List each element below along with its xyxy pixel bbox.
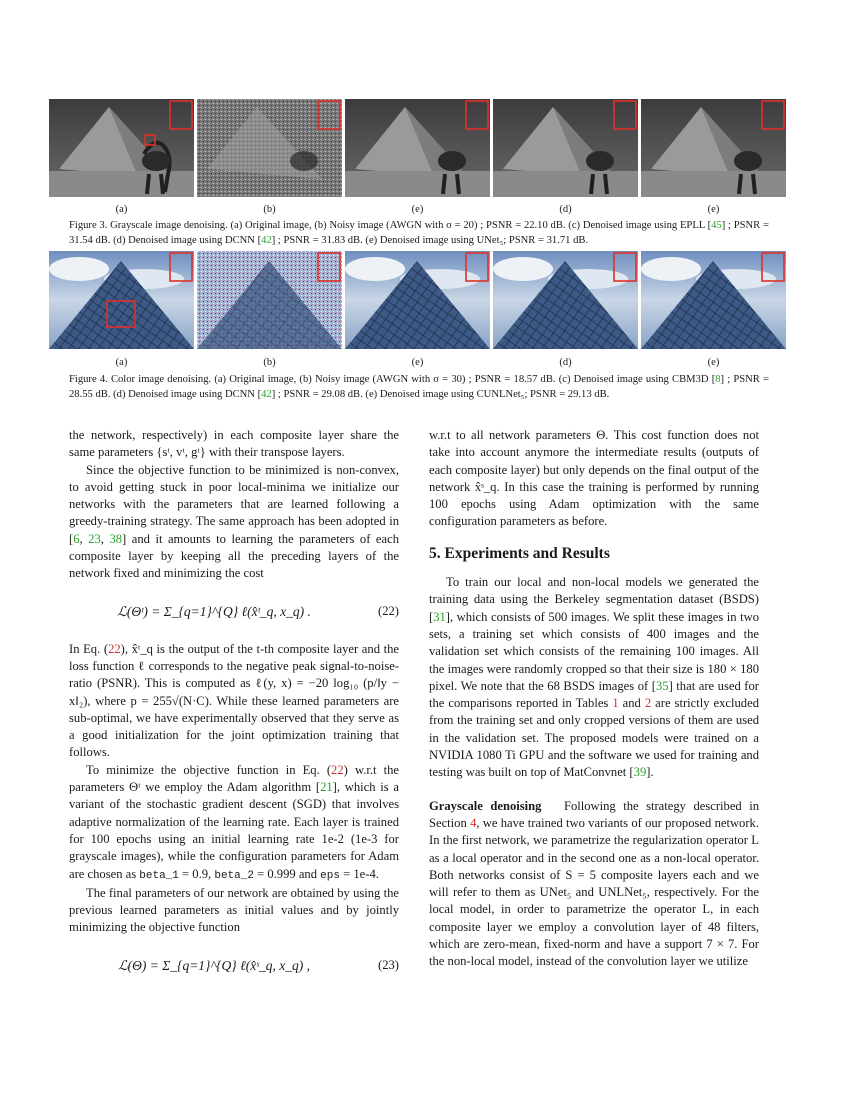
- text: ].: [646, 765, 654, 780]
- figure4-caption: [69, 372, 769, 402]
- paragraph: [429, 798, 759, 971]
- text: To minimize the objective function in Eq. (: [86, 762, 332, 777]
- figure3-label-a: (a): [115, 204, 128, 215]
- text: = 1e-4.: [339, 866, 379, 881]
- text: ,: [79, 531, 89, 546]
- equation-body: ℒ(Θ) = Σ_{q=1}^{Q} ℓ(x̂ˢ_q, x_q) ,: [117, 958, 311, 974]
- pyramid-camel-image: [49, 99, 194, 197]
- paragraph: The final parameters of our network are obtained by using the previous learned parameters as initial values and by jointly minimizing the objective function: [69, 885, 399, 935]
- section-title: 5. Experiments and Results: [429, 544, 610, 562]
- glass-pyramid-image: [197, 251, 342, 349]
- caption-text: Figure 4. Color image denoising. (a) Original image, (b) Noisy image (AWGN with σ = 30) ; PSNR = 18.57 dB. (c) Denoised image using CBM3D [: [69, 374, 716, 385]
- glass-pyramid-image: [49, 251, 194, 349]
- glass-pyramid-image: [493, 251, 638, 349]
- figure3-panel-e: [641, 99, 786, 197]
- equation-22: [69, 591, 399, 633]
- figure4-panel-d: [493, 251, 638, 349]
- figure3-label-b: (b): [263, 204, 276, 215]
- figure3-label-c: (e): [411, 204, 424, 215]
- text: ,: [100, 531, 110, 546]
- text: In Eq. (: [69, 641, 109, 656]
- caption-text: ] ; PSNR = 31.83 dB. (e) Denoised image using UNet₅; PSNR = 31.71 dB.: [271, 235, 589, 246]
- pyramid-camel-image: [493, 99, 638, 197]
- paragraph: [69, 462, 399, 583]
- equation-number: (22): [378, 604, 399, 619]
- citation-link[interactable]: 31: [433, 609, 446, 624]
- code-param: beta_1: [139, 869, 179, 882]
- pyramid-camel-image: [641, 99, 786, 197]
- citation-link[interactable]: 45: [711, 220, 722, 231]
- glass-pyramid-image: [345, 251, 490, 349]
- glass-pyramid-image: [641, 251, 786, 349]
- paragraph: [69, 762, 399, 885]
- figure4-label-c: (e): [411, 357, 424, 368]
- text: ] and it amounts to learning the parameters of each composite layer by keeping all the preceding layers of the network fixed and minimizing the cost: [69, 531, 399, 581]
- caption-text: ] ; PSNR = 28.55 dB. (d) Denoised image using DCNN [: [69, 374, 769, 400]
- citation-link[interactable]: 35: [655, 678, 669, 693]
- runin-heading: Grayscale denoising: [429, 798, 542, 813]
- figure3-panel-a: [49, 99, 194, 197]
- text: ), x̂ᵗ_q is the output of the t-th composite layer and the loss function ℓ corresponds to the negative peak signal-to-noise-ratio (PSNR). This is computed as ℓ(y, x) = −20 log₁₀ (p/‖y − x‖₂), where p = 255√(N·C). While these learned parameters are sub-optimal, we have experimentally observed that they serve as a good initialization for the joint optimization training that follows.: [69, 641, 399, 760]
- equation-body: ℒ(Θᵗ) = Σ_{q=1}^{Q} ℓ(x̂ᵗ_q, x_q) .: [117, 604, 311, 620]
- figure3-label-d: (d): [559, 204, 572, 215]
- citation-link[interactable]: 38: [109, 531, 123, 546]
- text: Following the strategy described in Section: [429, 798, 759, 830]
- citation-link[interactable]: 42: [261, 389, 272, 400]
- figure3-caption: [69, 218, 769, 248]
- citation-link[interactable]: 23: [88, 531, 101, 546]
- caption-text: Figure 3. Grayscale image denoising. (a) Original image, (b) Noisy image (AWGN with σ = 20) ; PSNR = 22.10 dB. (c) Denoised image using EPLL [: [69, 220, 712, 231]
- caption-text: ] ; PSNR = 29.08 dB. (e) Denoised image using CUNLNet₅; PSNR = 29.13 dB.: [271, 389, 610, 400]
- text: Since the objective function to be minimized is non-convex, to avoid getting stuck in poor local-minima we initialize our networks with the parameters that are learned following a greedy-training strategy. The same approach has been adopted in [: [69, 462, 399, 546]
- figure4-label-a: (a): [115, 357, 128, 368]
- citation-link[interactable]: 8: [715, 374, 721, 385]
- citation-link[interactable]: 21: [320, 780, 333, 795]
- figure3-label-e: (e): [707, 204, 720, 215]
- text: , we have trained two variants of our proposed network. In the first network, we parametrize the regularization operator L as a local operator and in the second one as a non-local operator. Both networks consist of S = 5 composite layers each and we will refer to them as UNet₅ and UNLNet₅, respectively. For the local model, in order to parametrize the operator L, in each composite layer we employ a convolution layer of 48 filters, which are zero-mean, fixed-norm and have a support 7 × 7. For the non-local model, instead of the convolution layer we utilize: [429, 815, 759, 969]
- text: = 0.999 and: [253, 866, 321, 881]
- text: ], which is a variant of the stochastic gradient descent (SGD) that involves adaptive normalization of the learning rate. Each layer is trained for 100 epochs using an initial learning rate 1e-2 (1e-3 for grayscale images), while the configuration parameters for Adam are chosen as: [69, 780, 400, 881]
- equation-link[interactable]: 22: [331, 762, 344, 777]
- table-link[interactable]: 2: [644, 696, 652, 711]
- figure3-panel-c: [345, 99, 490, 197]
- figure4-label-e: (e): [707, 357, 720, 368]
- right-column: [429, 427, 759, 971]
- citation-link[interactable]: 42: [261, 235, 272, 246]
- text: and: [618, 696, 645, 711]
- pyramid-camel-image: [345, 99, 490, 197]
- paragraph: the network, respectively) in each composite layer share the same parameters {sᵗ, vᵗ, gᵗ} with their transpose layers.: [69, 428, 399, 460]
- section-link[interactable]: 4: [470, 815, 477, 830]
- figure4-panel-c: [345, 251, 490, 349]
- text: ) w.r.t the parameters Θᵗ we employ the Adam algorithm [: [69, 762, 399, 795]
- figure4-panel-e: [641, 251, 786, 349]
- citation-link[interactable]: 6: [73, 531, 80, 546]
- figure4-label-d: (d): [559, 357, 572, 368]
- text: = 0.9,: [178, 866, 215, 881]
- paragraph: [429, 574, 759, 782]
- code-param: beta_2: [214, 869, 254, 882]
- equation-23: [69, 945, 399, 987]
- text: are strictly excluded from the training set and only cropped versions of them are used in the validation set. The proposed models were trained on a NVIDIA 1080 Ti GPU and the software we used for training and testing was built on top of MatConvnet [: [429, 696, 759, 780]
- figure4-panel-b: [197, 251, 342, 349]
- figure4-label-b: (b): [263, 357, 276, 368]
- paragraph: [69, 641, 399, 762]
- caption-text: ] ; PSNR = 31.54 dB. (d) Denoised image using DCNN [: [69, 220, 769, 246]
- text: To train our local and non-local models we generated the training data using the Berkeley segmentation dataset (BSDS) [: [429, 575, 759, 624]
- figure4-panel-a: [49, 251, 194, 349]
- left-column: [69, 427, 399, 995]
- figure3-panel-b: [197, 99, 342, 197]
- figure4-images: [49, 251, 790, 349]
- pyramid-camel-image: [197, 99, 342, 197]
- figure3-panel-d: [493, 99, 638, 197]
- equation-number: (23): [378, 958, 399, 973]
- code-param: eps: [320, 869, 340, 882]
- figure3-images: [49, 99, 790, 197]
- table-link[interactable]: 1: [612, 696, 619, 711]
- paragraph: w.r.t to all network parameters Θ. This cost function does not take into account anymore the intermediate results (outputs of each composite layer) but only depends on the final output of the network x̂ˢ_q. In this case the training is performed by running 100 epochs using Adam optimization with the same configuration parameters as before.: [429, 428, 759, 529]
- equation-link[interactable]: 22: [108, 641, 121, 656]
- citation-link[interactable]: 39: [633, 765, 647, 780]
- text: ] that are used for the comparisons reported in Tables: [429, 678, 759, 711]
- text: ], which consists of 500 images. We split these images in two sets, a training set which consists of 400 images and the validation set which consists of the remaining 100 images. All the images were randomly cropped so that their size is 180 × 180 pixel. We note that the 68 BSDS images of [: [429, 609, 759, 693]
